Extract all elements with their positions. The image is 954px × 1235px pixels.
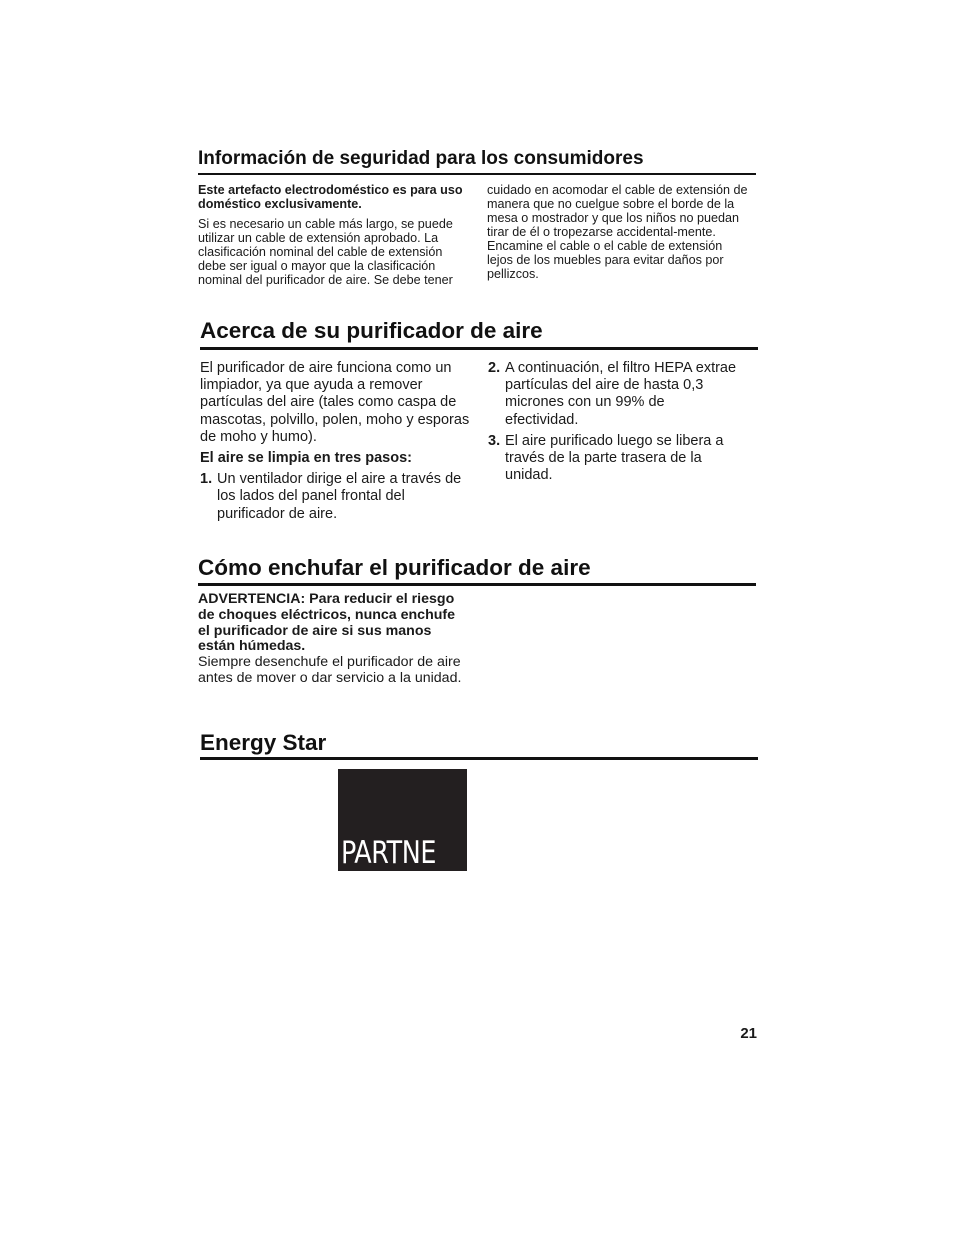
safety-right-column: [487, 183, 749, 281]
step-text: El aire purificado luego se libera a través de la parte trasera de la unidad.: [505, 432, 724, 484]
plug-divider: [198, 583, 756, 586]
plug-column: [198, 592, 466, 687]
step-text: A continuación, el filtro HEPA extrae partículas del aire de hasta 0,3 micrones con un 99% de efectividad.: [505, 360, 737, 428]
energy-star-divider: [200, 757, 758, 760]
energy-star-heading: Energy Star: [200, 730, 327, 755]
list-item: [200, 471, 470, 523]
safety-left-column: [198, 183, 466, 287]
safety-right-text: cuidado en acomodar el cable de extensión de manera que no cuelgue sobre el borde de la mesa o mostrador y que los niños no puedan tirar de él o tropezarse accidental-mente. Encamine el cable o el cable de extensión lejos de los muebles para evitar daños por pellizcos.: [487, 183, 748, 281]
step-number: 2.: [488, 360, 501, 376]
about-right-column: [488, 360, 740, 484]
step-number: 3.: [488, 432, 501, 449]
about-intro: El purificador de aire funciona como un limpiador, ya que ayuda a remover partículas del aire (tales como caspa de mascotas, polvillo, polen, moho y esporas de moho y humo).: [200, 360, 470, 445]
list-item: [488, 360, 740, 429]
about-heading: Acerca de su purificador de aire: [200, 318, 543, 343]
plug-warning: ADVERTENCIA: Para reducir el riesgo de choques eléctricos, nunca enchufe el purificador de aire si sus manos están húmedas.: [198, 591, 456, 655]
about-divider: [200, 347, 758, 350]
safety-heading: Información de seguridad para los consumidores: [198, 148, 644, 169]
about-left-column: [200, 360, 470, 523]
step-number: 1.: [200, 471, 213, 488]
step-text: Un ventilador dirige el aire a través de los lados del panel frontal del purificador de aire.: [217, 471, 462, 522]
energy-star-partner-logo: [338, 769, 467, 871]
list-item: [488, 433, 740, 485]
page-number: 21: [740, 1025, 757, 1042]
safety-left-text: Si es necesario un cable más largo, se puede utilizar un cable de extensión aprobado. La clasificación nominal del cable de extensión debe ser igual o mayor que la clasificación nominal del purificador de aire. Se debe tener: [198, 217, 453, 287]
energy-star-logo-text: PARTNE: [341, 835, 437, 871]
safety-divider: [198, 173, 756, 175]
plug-heading: Cómo enchufar el purificador de aire: [198, 555, 591, 580]
steps-heading: El aire se limpia en tres pasos:: [200, 450, 412, 467]
safety-bold-intro: Este artefacto electrodoméstico es para uso doméstico exclusivamente.: [198, 183, 463, 211]
plug-text: Siempre desenchufe el purificador de aire antes de mover o dar servicio a la unidad.: [198, 654, 462, 686]
